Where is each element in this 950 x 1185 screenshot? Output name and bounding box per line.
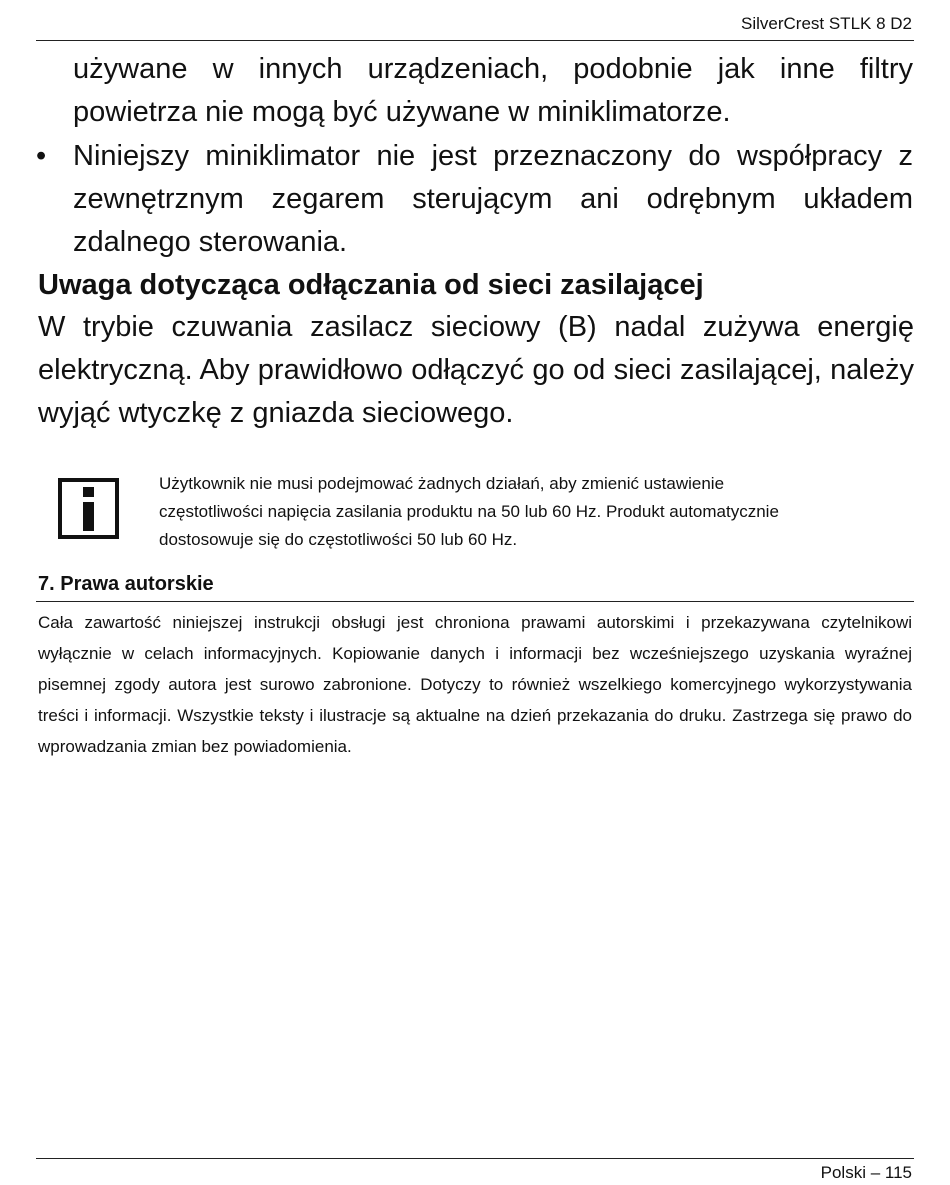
continuation-paragraph: używane w innych urządzeniach, podobnie jak inne filtry powietrza nie mogą być używane w miniklimatorze. <box>73 53 913 128</box>
bullet-dot: • <box>36 140 47 172</box>
header-rule <box>36 40 914 41</box>
info-note-line-3: dostosowuje się do częstotliwości 50 lub 60 Hz. <box>159 530 518 549</box>
info-note <box>159 470 879 554</box>
section-rule <box>36 601 914 602</box>
info-note-line-2: częstotliwości napięcia zasilania produktu na 50 lub 60 Hz. Produkt automatycznie <box>159 502 779 521</box>
bullet-text: Niniejszy miniklimator nie jest przeznaczony do współpracy z zewnętrznym zegarem sterującym ani odrębnym układem zdalnego sterowania. <box>73 140 913 258</box>
running-header: SilverCrest STLK 8 D2 <box>741 14 912 33</box>
info-note-line-1: Użytkownik nie musi podejmować żadnych działań, aby zmienić ustawienie <box>159 474 725 493</box>
disconnect-paragraph: W trybie czuwania zasilacz sieciowy (B) nadal zużywa energię elektryczną. Aby prawidłowo odłączyć go od sieci zasilającej, należy wyjąć wtyczkę z gniazda sieciowego. <box>38 311 914 429</box>
info-icon <box>58 478 119 539</box>
footer-rule <box>36 1158 914 1159</box>
disconnect-heading: Uwaga dotycząca odłączania od sieci zasilającej <box>38 269 704 301</box>
copyright-paragraph: Cała zawartość niniejszej instrukcji obsługi jest chroniona prawami autorskimi i przekazywana czytelnikowi wyłącznie w celach informacyjnych. Kopiowanie danych i informacji bez wcześniejszego uzyskania wyraźnej pisemnej zgody autora jest surowo zabronione. Dotyczy to również wszelkiego komercyjnego wykorzystywania treści i informacji. Wszystkie teksty i ilustracje są aktualne na dzień przekazania do druku. Zastrzega się prawo do wprowadzania zmian bez powiadomienia. <box>38 613 912 756</box>
page-number: Polski – 115 <box>820 1163 912 1182</box>
section-heading-copyright: 7. Prawa autorskie <box>38 573 214 595</box>
